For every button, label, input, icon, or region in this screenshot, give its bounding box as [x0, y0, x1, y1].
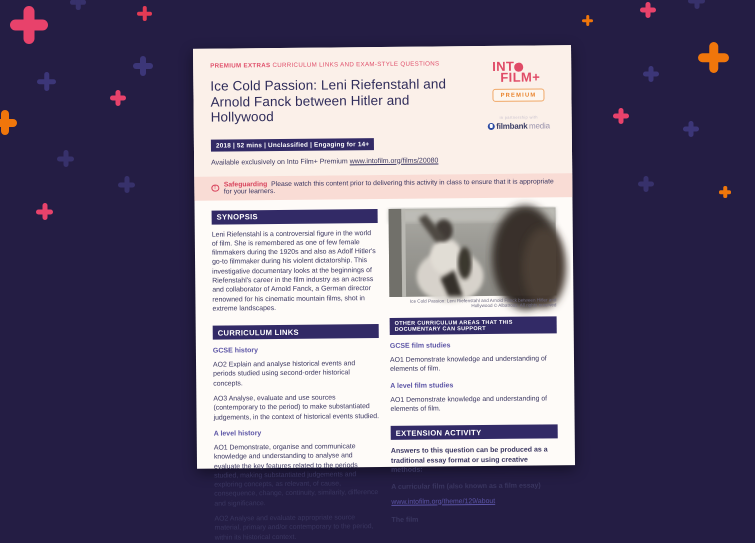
filmbank-icon: [488, 122, 495, 129]
plus-icon: [57, 150, 74, 167]
safeguarding-message: Please watch this content prior to delivering this activity in class to ensure that it is appropriate for your learners.: [223, 177, 554, 196]
clipped-subheading: The film: [391, 516, 419, 524]
logo-text-film: FILM: [500, 69, 533, 85]
logo-plus-icon: +: [532, 68, 541, 85]
plus-icon: [640, 2, 656, 18]
extension-intro: Answers to this question can be produced as a traditional essay format or using creative methods:: [390, 446, 548, 475]
safeguarding-label: Safeguarding: [223, 180, 268, 189]
availability-line: [211, 157, 476, 167]
curriculum-links-header: CURRICULUM LINKS: [213, 324, 379, 340]
curriculum-item: AO3 Analyse, evaluate and use sources (contemporary to the period) to make substantiated judgements, in the context of historical events studied.: [213, 394, 380, 422]
plus-icon: [137, 6, 152, 21]
synopsis-header: SYNOPSIS: [212, 209, 378, 225]
safeguarding-text: [224, 178, 556, 195]
other-curriculum-header: OTHER CURRICULUM AREAS THAT THIS DOCUMENTARY CAN SUPPORT: [390, 316, 557, 335]
plus-icon: [613, 108, 629, 124]
title-line-1: Ice Cold Passion: Leni Riefenstahl and: [210, 76, 447, 94]
subheading-gcse-history: GCSE history: [212, 347, 259, 355]
plus-icon: [133, 56, 153, 76]
subheading-a-level-film-studies: A level film studies: [390, 382, 454, 390]
plus-icon: [0, 110, 17, 135]
film-still-caption: Ice Cold Passion: Leni Riefenstahl and Arnold Fanck between Hitler and Hollywood © Albatross. All rights reserved: [409, 296, 557, 309]
curriculum-item: AO2 Analyse and evaluate appropriate source material, primary and/or contemporary to the period, within its historical context.: [214, 514, 374, 542]
premium-extras-label: PREMIUM EXTRAS: [210, 62, 271, 70]
plus-icon: [719, 186, 731, 198]
plus-icon: [683, 121, 699, 137]
plus-icon: [10, 6, 48, 44]
availability-prefix: Available exclusively on Into Film+ Premium: [211, 157, 350, 167]
page-title: [210, 76, 475, 125]
film-still-image: [389, 207, 557, 297]
curriculum-item: AO1 Demonstrate, organise and communicate knowledge and understanding to analyse and evaluate the key features related to the periods studied, making substantiated judgements and exploring concepts, as relevant, of cause, consequence, change, continuity, similarity, difference and significance.: [213, 443, 379, 508]
plus-icon: [110, 90, 126, 106]
extension-method-link[interactable]: www.intofilm.org/theme/129/about: [391, 497, 496, 506]
plus-icon: [698, 42, 729, 73]
plus-icon: [36, 203, 53, 220]
extension-activity-header: EXTENSION ACTIVITY: [391, 425, 558, 441]
curriculum-item: AO1 Demonstrate knowledge and understanding of elements of film.: [389, 355, 547, 374]
filmbank-wordmark: filmbank: [496, 121, 528, 131]
subheading-a-level-history: A level history: [213, 430, 262, 438]
plus-icon: [37, 72, 56, 91]
extension-method-title: A curricular film (also known as a film essay): [391, 481, 541, 491]
film-page-link[interactable]: www.intofilm.org/films/20080: [349, 156, 439, 165]
into-film-plus-logo: [492, 58, 544, 85]
subheading-gcse-film-studies: GCSE film studies: [389, 342, 451, 351]
plus-icon: [643, 66, 659, 82]
plus-icon: [70, 0, 86, 10]
partnership-note: in partnership with: [499, 114, 538, 120]
warning-icon: !: [211, 184, 219, 192]
eyebrow-label: [210, 60, 475, 70]
plus-icon: [638, 176, 654, 192]
curriculum-item: AO1 Demonstrate knowledge and understanding of elements of film.: [390, 395, 548, 413]
plus-icon: [118, 176, 135, 193]
film-meta-badge: 2018 | 52 mins | Unclassified | Engaging for 14+: [211, 138, 374, 151]
plus-icon: [582, 15, 593, 26]
curriculum-document: [193, 45, 575, 542]
curriculum-item: AO2 Explain and analyse historical events and periods studied using second-order historical concepts.: [213, 360, 356, 388]
partner-block: [483, 114, 555, 130]
eyebrow-rest: CURRICULUM LINKS AND EXAM-STYLE QUESTIONS: [272, 60, 440, 70]
title-line-2: Arnold Fanck between Hitler and Hollywood: [210, 92, 410, 125]
plus-icon: [688, 0, 705, 9]
logo-text-int: INT: [492, 58, 515, 74]
document-header: [193, 45, 572, 176]
media-wordmark: media: [528, 120, 550, 131]
safeguarding-banner: [194, 173, 572, 201]
premium-badge: PREMIUM: [493, 88, 545, 101]
filmbank-media-logo: [483, 121, 555, 131]
synopsis-text: Leni Riefenstahl is a controversial figure in the world of film. She is remembered as one of few female filmmakers during the 1920s and also as Adolf Hitler's go-to filmmaker during his violent dictatorship. This investigative documentary looks at the beginnings of Riefenstahl's career in the film industry as an actress and collaborator of Arnold Fanck, a German director renowned for his cinematic mountain films, shot in extreme landscapes.: [211, 229, 376, 313]
